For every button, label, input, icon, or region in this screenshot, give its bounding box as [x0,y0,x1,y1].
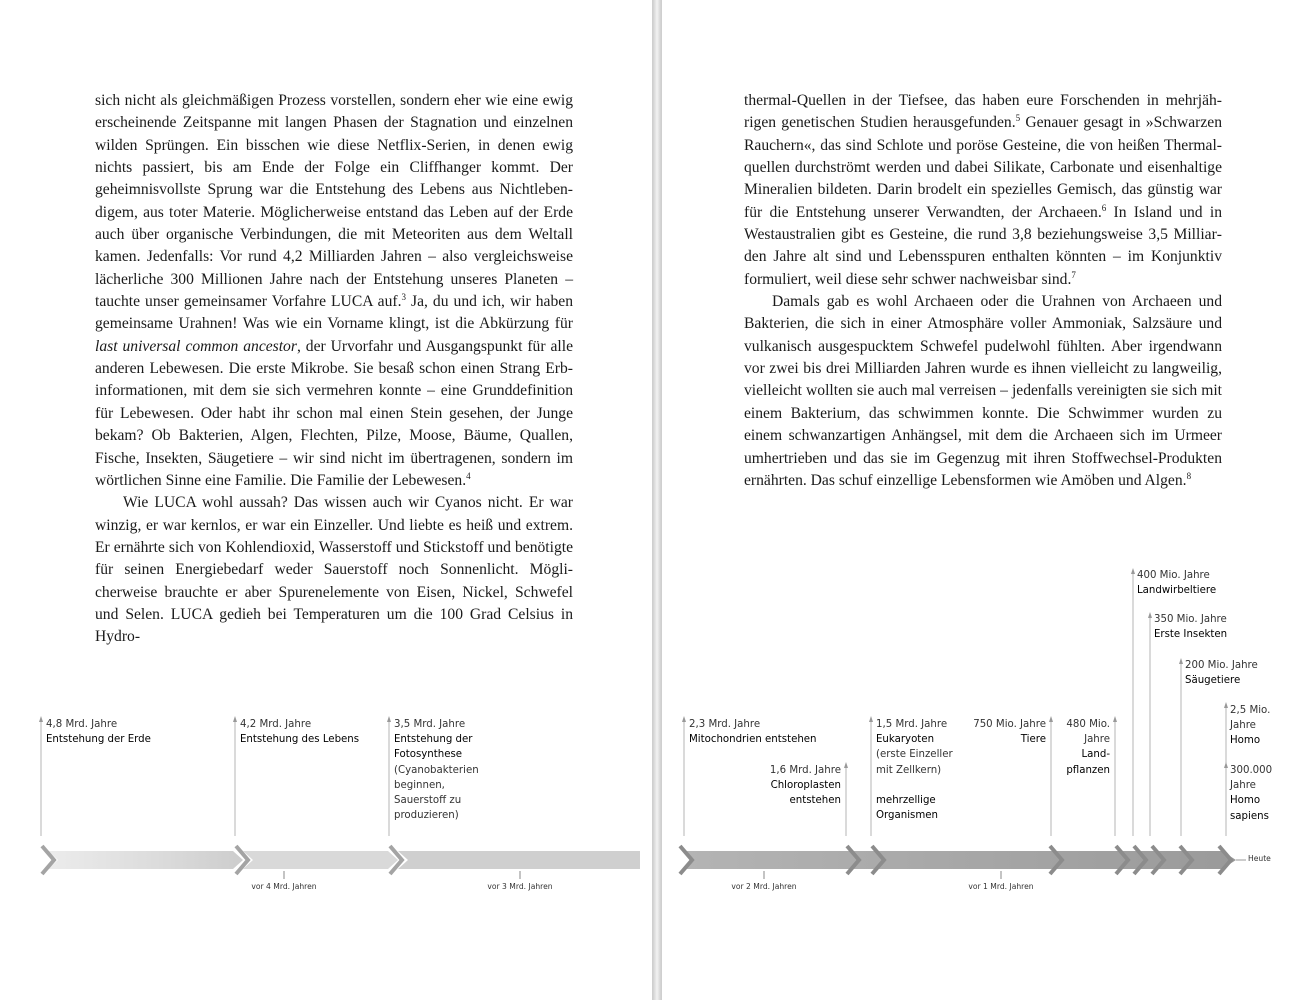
text-run: Ja, du und ich, wir haben gemeinsame Urahnen! Was wie ein Vorname klingt, ist die Abkürzung für [95,293,573,333]
axis-label: vor 1 Mrd. Jahren [968,882,1034,891]
event-title: Tiere [1020,734,1046,746]
timeline-chevron [1219,846,1231,874]
text-run: Genauer gesagt in »Schwarzen Rauchern«, das sind Schlote und poröse Gesteine, die von heißen Thermalquellen durchströmt werden und dabei Silikate, Carbonate und eisenhaltige Mineralien bildeten. Darin brodelt ein spezielles Gemisch, das günstig war für die Entstehung unserer Verwandten, der Archaeen. [744,114,1223,221]
timeline-bar-segment [243,851,398,869]
timeline-event [1230,763,1274,824]
event-marker [1179,658,1183,664]
event-date: 4,8 Mrd. Jahre [46,719,118,730]
event-marker [387,716,391,722]
timeline-event [240,717,380,747]
timeline-chevron [847,846,859,874]
event-title: Säugetiere [1185,675,1241,687]
event-date: 400 Mio. Jahre [1137,570,1210,581]
event-title: Entstehung des Lebens [240,734,360,746]
timeline-chevron [1134,846,1146,874]
event-marker [1131,568,1135,574]
event-title: mehrzellige Organismen [876,795,938,822]
text-run: Wie LUCA wohl aussah? Das wissen auch wir Cyanos nicht. Er war winzig, er war kernlos, er war ein Einzeller. Und liebte es heiß und extrem. Er ernährte sich von Kohlendioxid, Wasserstoff und Stickstoff und benötigte für seinen Energiebedarf weder Sauerstoff noch Sonnenlicht. Möglicherweise brauchte er aber Spurenelemente von Eisen, Nickel, Schwefel und Selen. LUCA gedieh bei Temperaturen um die 100 Grad Celsius in Hydro- [95,494,573,646]
right-text-column [744,90,1222,492]
timeline-chevron [872,846,884,874]
event-title: Entstehung der Fotosynthese [394,734,473,761]
event-title: Entstehung der Erde [46,734,151,746]
body-paragraph [95,90,573,492]
timeline-chevron [390,846,402,874]
body-paragraph [744,291,1222,492]
event-marker [844,762,848,768]
event-date: 2,5 Mio. Jahre [1230,705,1271,732]
event-note: (erste Einzeller mit Zellkern) [876,749,953,776]
body-paragraph [95,492,573,648]
event-date: 1,6 Mrd. Jahre [769,765,841,776]
event-marker [869,716,873,722]
timeline-chevron [42,846,54,874]
event-marker [1148,612,1152,618]
footnote-ref: 5 [1015,113,1021,124]
event-date: 3,5 Mrd. Jahre [394,719,466,730]
text-run: Damals gab es wohl Archaeen oder die Urahnen von Archaeen und Bakterien, die sich in einer Atmosphäre voller Ammoniak, Salzsäure und vulkanisch ausgespucktem Schwefel pudelwohl fühlten. Aber irgendwann vor zwei bis drei Milliarden Jahren wurde es ihnen vielleicht zu langweilig, vielleicht wollten sie auch mal verreisen – jedenfalls vereinigten sie sich mit einem Bakterium, das schwimmen konnte. Die Schwimmer wurden zu einem schwanzartigen Anhängsel, mit dem die Archaeen sich im Urmeer umhertrieben und das sie im Gegenzug mit ihren Stoffwechsel-Produkten ernährten. Das schuf einzellige Lebensformen wie Amöben und Algen. [744,293,1222,489]
timeline-event [46,717,226,747]
event-marker [1113,716,1117,722]
event-date: 750 Mio. Jahre [973,719,1046,730]
end-label: Heute [1248,854,1271,863]
event-title: Homo [1230,735,1261,747]
event-date: 4,2 Mrd. Jahre [240,719,312,730]
event-date: 2,3 Mrd. Jahre [689,719,761,730]
timeline-chevron [1152,846,1164,874]
text-run: , der Urvorfahr und Ausgangspunkt für alle anderen Lebewesen. Die erste Mikrobe. Sie besaß schon einen Strang Erbinformationen, mit dem sie sich vermehren konnte – eine Grunddefinition für Lebewesen. Oder habt ihr schon mal einen Stein gesehen, der Junge bekam? Ob Bakterien, Algen, Flechten, Pilze, Moose, Bäume, Quallen, Fische, Insekten, Säugetiere – wir sind nicht im übertragenen, sondern im wörtlichen Sinne eine Familie. Die Familie der Lebewesen. [95,337,573,489]
footnote-ref: 3 [401,292,406,303]
event-date: 300.000 Jahre [1230,765,1273,792]
footnote-ref: 4 [466,470,471,481]
timeline-event [1154,612,1264,642]
axis-label: vor 3 Mrd. Jahren [487,882,553,891]
event-marker [233,716,237,722]
book-gutter [653,0,661,1000]
timeline-bar-segment [48,851,243,869]
timeline-event [689,717,839,747]
right-page [661,0,1315,1000]
event-note: (Cyanobakterien beginnen, Sauerstoff zu produzieren) [394,764,479,822]
timeline-event [757,763,841,809]
event-title: Mitochondrien entstehen [689,734,817,746]
text-run: In Island und in Westaustralien gibt es Gesteine, die rund 3,8 beziehungsweise 3,5 Milliarden Jahre alt sind und Lebensspuren enthalten könnten – im Konjunktiv formuliert, weil diese sehr schwer nachweisbar sind. [744,203,1222,288]
event-date: 1,5 Mrd. Jahre [876,719,948,730]
emphasis-text: last universal common ancestor [95,337,297,355]
event-date: 480 Mio. Jahre [1066,719,1110,746]
event-title: Landpflanzen [1066,749,1110,776]
footnote-ref: 8 [1186,470,1192,481]
event-title: Chloroplasten entstehen [770,780,841,807]
event-title: Homo sapiens [1230,795,1269,822]
timeline-chevron [1180,846,1192,874]
event-title: Erste Insekten [1154,629,1228,641]
event-date: 200 Mio. Jahre [1185,660,1258,671]
timeline-chevron [1050,846,1062,874]
timeline-event [1230,703,1272,749]
body-paragraph [744,90,1222,291]
timeline-event [1185,658,1285,688]
footnote-ref: 7 [1071,269,1076,280]
timeline-event [962,717,1046,747]
event-marker [1049,716,1053,722]
axis-label: vor 4 Mrd. Jahren [251,882,317,891]
event-marker [682,716,686,722]
timeline-chevron [680,846,692,874]
left-page [0,0,653,1000]
footnote-ref: 6 [1101,202,1107,213]
event-marker [1224,702,1228,708]
timeline-event [876,717,956,778]
timeline-event [876,793,956,823]
timeline-bar-segment [398,851,640,869]
event-marker [39,716,43,722]
axis-label: vor 2 Mrd. Jahren [731,882,797,891]
text-run: thermal-Quellen in der Tiefsee, das haben eure Forschenden in mehrjährigen genetischen Studien herausgefunden. [744,92,1222,132]
timeline-chevron [236,846,248,874]
event-date: 350 Mio. Jahre [1154,614,1227,625]
timeline-bar [682,851,1236,869]
left-text-column [95,90,573,649]
timeline-event [1137,568,1247,598]
event-title: Eukaryoten [876,734,935,746]
event-title: Landwirbeltiere [1137,585,1217,597]
timeline-event [1064,717,1110,778]
event-marker [1224,762,1228,768]
timeline-chevron [1116,846,1128,874]
timeline-event [394,717,490,823]
text-run: sich nicht als gleichmäßigen Prozess vorstellen, sondern eher wie eine ewig erscheinende Zeitspanne mit langen Phasen der Stagnation und einzelnen wilden Sprüngen. Ein bisschen wie diese Netflix-Serien, in denen ewig nichts passiert, bis am Ende der Folge ein Cliffhanger kommt. Der geheimnisvollste Sprung war die Entstehung des Lebens aus Nichtlebendigem, aus toter Materie. Möglicherweise entstand das Leben auf der Erde auch über organische Verbindungen, die mit Meteoriten aus dem Weltall kamen. Jedenfalls: Vor rund 4,2 Milliarden Jahren – also vergleichsweise lächerliche 300 Millionen Jahre nach der Entstehung unseres Planeten – tauchte unser gemeinsamer Vorfahre LUCA auf. [95,92,573,311]
